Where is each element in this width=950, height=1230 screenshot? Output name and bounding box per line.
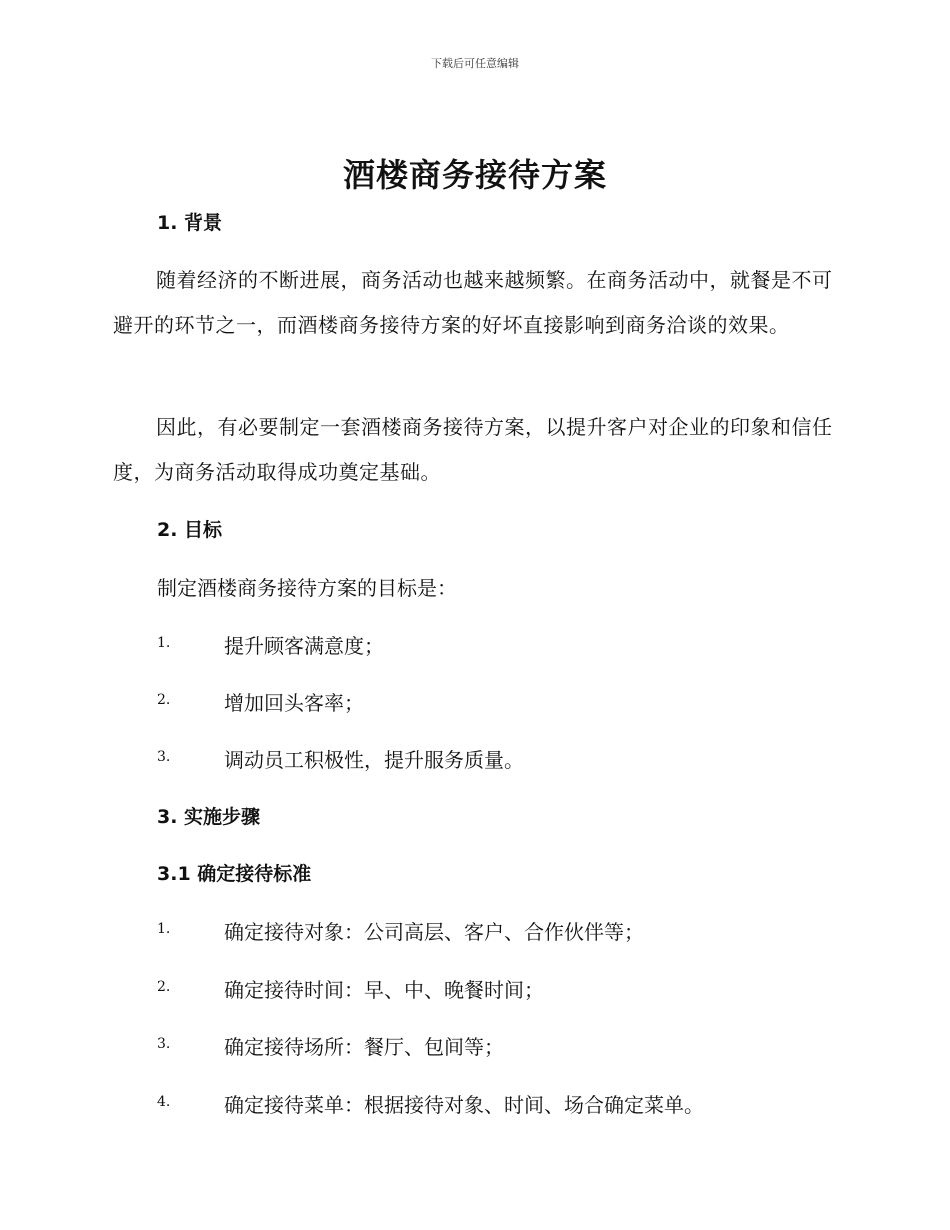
background-paragraph-1: 随着经济的不断进展，商务活动也越来越频繁。在商务活动中，就餐是不可避开的环节之一，而酒楼商务接待方案的好坏直接影响到商务洽谈的效果。 [113,268,833,337]
list-text: 确定接待对象：公司高层、客户、合作伙伴等； [224,920,644,944]
document-title: 酒楼商务接待方案 [342,156,607,194]
section-heading-background: 1. 背景 [157,212,223,234]
list-item [157,1031,857,1061]
list-item [157,974,857,1004]
list-text: 确定接待时间：早、中、晚餐时间； [224,978,544,1002]
list-number: 3. [157,1036,171,1052]
list-number: 1. [157,921,171,937]
list-text: 确定接待菜单：根据接待对象、时间、场合确定菜单。 [224,1093,704,1117]
list-item [157,687,857,717]
background-paragraph-2: 因此，有必要制定一套酒楼商务接待方案，以提升客户对企业的印象和信任度，为商务活动取得成功奠定基础。 [113,415,833,484]
list-text: 提升顾客满意度； [224,634,384,658]
header-note: 下载后可任意编辑 [431,57,519,70]
list-item [157,1089,857,1119]
list-item [157,630,857,660]
goals-intro: 制定酒楼商务接待方案的目标是： [157,576,457,600]
list-text: 增加回头客率； [224,691,364,715]
list-text: 确定接待场所：餐厅、包间等； [224,1035,504,1059]
list-item [157,744,857,774]
section-heading-goals: 2. 目标 [157,519,223,541]
sub-heading-standards: 3.1 确定接待标准 [157,863,312,885]
list-number: 1. [157,635,171,651]
list-text: 调动员工积极性，提升服务质量。 [224,748,524,772]
list-number: 2. [157,979,171,995]
section-heading-steps: 3. 实施步骤 [157,806,261,828]
list-number: 3. [157,749,171,765]
list-number: 4. [157,1094,171,1110]
list-number: 2. [157,692,171,708]
list-item [157,916,857,946]
